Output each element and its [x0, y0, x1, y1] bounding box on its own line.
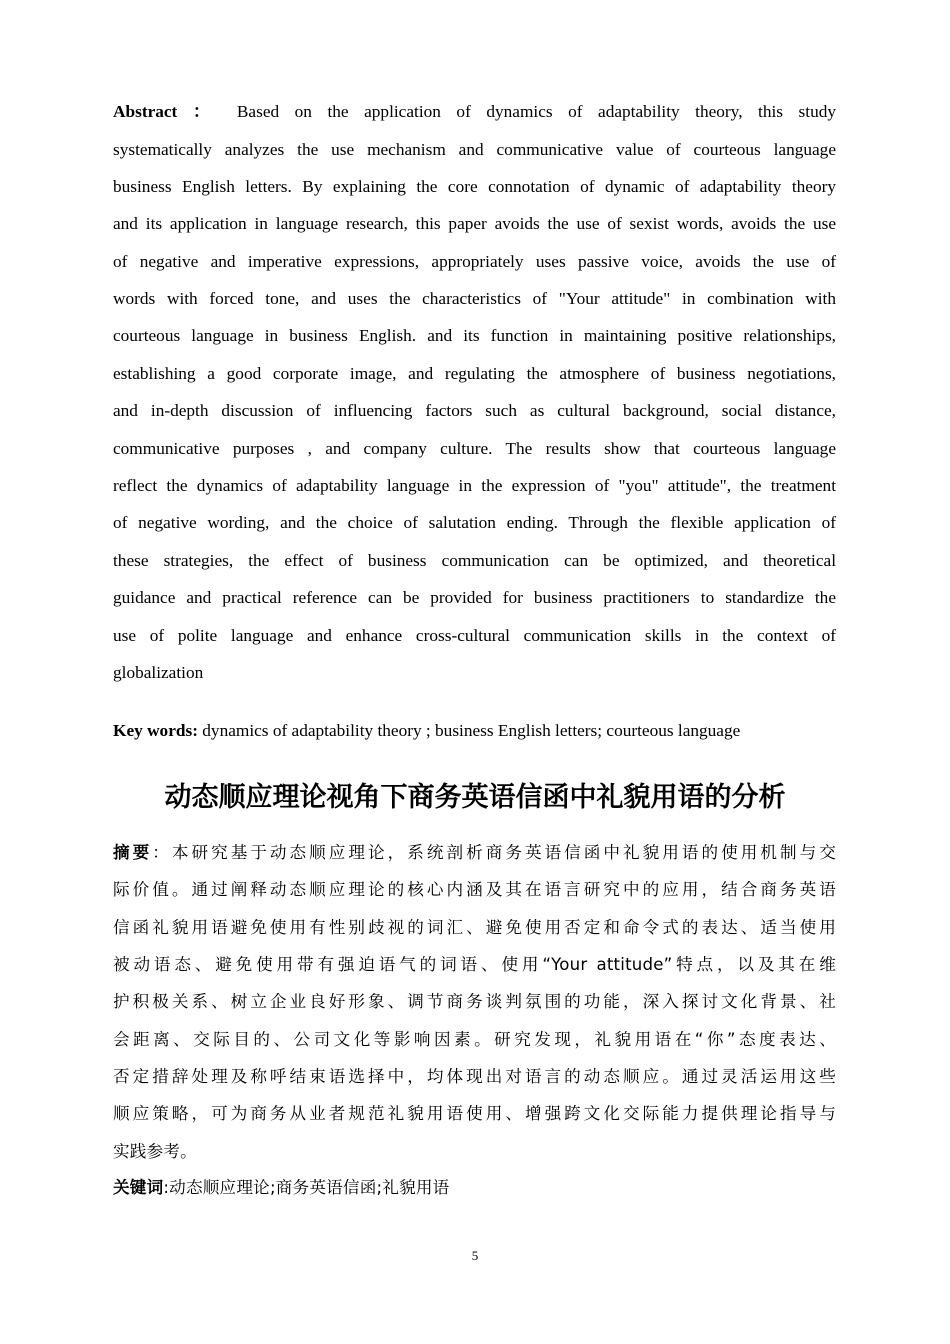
abstract-line: reflect the dynamics of adaptability language in the expression of "you" attitude", the treatment — [113, 476, 836, 495]
abstract-line: and in-depth discussion of influencing factors such as cultural background, social distance, — [113, 401, 836, 420]
chinese-title: 动态顺应理论视角下商务英语信函中礼貌用语的分析 — [164, 782, 786, 813]
abstract-cn-line: 否定措辞处理及称呼结束语选择中，均体现出对语言的动态顺应。通过灵活运用这些 — [113, 1067, 836, 1086]
abstract-line: systematically analyzes the use mechanism and communicative value of courteous language — [113, 140, 836, 159]
keywords-label: Key words: — [113, 721, 198, 740]
abstract-line: of negative and imperative expressions, appropriately uses passive voice, avoids the use of — [113, 252, 836, 271]
abstract-cn-label: 摘要 — [113, 843, 153, 862]
abstract-line: and its application in language research, this paper avoids the use of sexist words, avoids the use — [113, 214, 836, 233]
abstract-line: communicative purposes , and company culture. The results show that courteous language — [113, 439, 836, 458]
keywords-cn-label: 关键词 — [113, 1178, 164, 1197]
abstract-line — [113, 101, 836, 123]
abstract-cn-line: 实践参考。 — [113, 1142, 197, 1161]
abstract-line: of negative wording, and the choice of salutation ending. Through the flexible application of — [113, 513, 836, 532]
abstract-label: Abstract — [113, 102, 178, 121]
page-number: 5 — [471, 1248, 479, 1263]
keywords-cn-text: :动态顺应理论;商务英语信函;礼貌用语 — [163, 1178, 450, 1197]
keywords-cn — [113, 1177, 836, 1199]
abstract-cn-line: 被动语态、避免使用带有强迫语气的词语、使用“Your attitude”特点，以及其在维 — [113, 955, 836, 974]
abstract-cn-line: 护积极关系、树立企业良好形象、调节商务谈判氛围的功能，深入探讨文化背景、社 — [113, 992, 836, 1011]
abstract-line: globalization — [113, 663, 204, 682]
abstract-cn-line: 际价值。通过阐释动态顺应理论的核心内涵及其在语言研究中的应用，结合商务英语 — [113, 880, 836, 899]
abstract-cn-line: 信函礼貌用语避免使用有性别歧视的词汇、避免使用否定和命令式的表达、适当使用 — [113, 918, 836, 937]
abstract-separator: ： — [192, 102, 222, 121]
abstract-line: establishing a good corporate image, and regulating the atmosphere of business negotiations, — [113, 364, 836, 383]
abstract-text: Based on the application of dynamics of adaptability theory, this study — [221, 102, 836, 121]
keywords-en — [113, 720, 836, 742]
abstract-line: these strategies, the effect of business communication can be optimized, and theoretical — [113, 551, 836, 570]
abstract-line: words with forced tone, and uses the characteristics of "Your attitude" in combination with — [113, 289, 836, 308]
abstract-cn-line: 顺应策略，可为商务从业者规范礼貌用语使用、增强跨文化交际能力提供理论指导与 — [113, 1104, 836, 1123]
abstract-line: use of polite language and enhance cross-cultural communication skills in the context of — [113, 626, 836, 645]
abstract-line: guidance and practical reference can be provided for business practitioners to standardize the — [113, 588, 836, 607]
keywords-text: dynamics of adaptability theory ; business English letters; courteous language — [197, 721, 741, 740]
abstract-cn-line: 会距离、交际目的、公司文化等影响因素。研究发现，礼貌用语在“你”态度表达、 — [113, 1030, 836, 1049]
abstract-line: courteous language in business English. and its function in maintaining positive relationships, — [113, 326, 836, 345]
abstract-cn-text: ：本研究基于动态顺应理论，系统剖析商务英语信函中礼貌用语的使用机制与交 — [152, 843, 836, 862]
abstract-line: business English letters. By explaining the core connotation of dynamic of adaptability theory — [113, 177, 836, 196]
abstract-cn-line — [113, 842, 836, 864]
